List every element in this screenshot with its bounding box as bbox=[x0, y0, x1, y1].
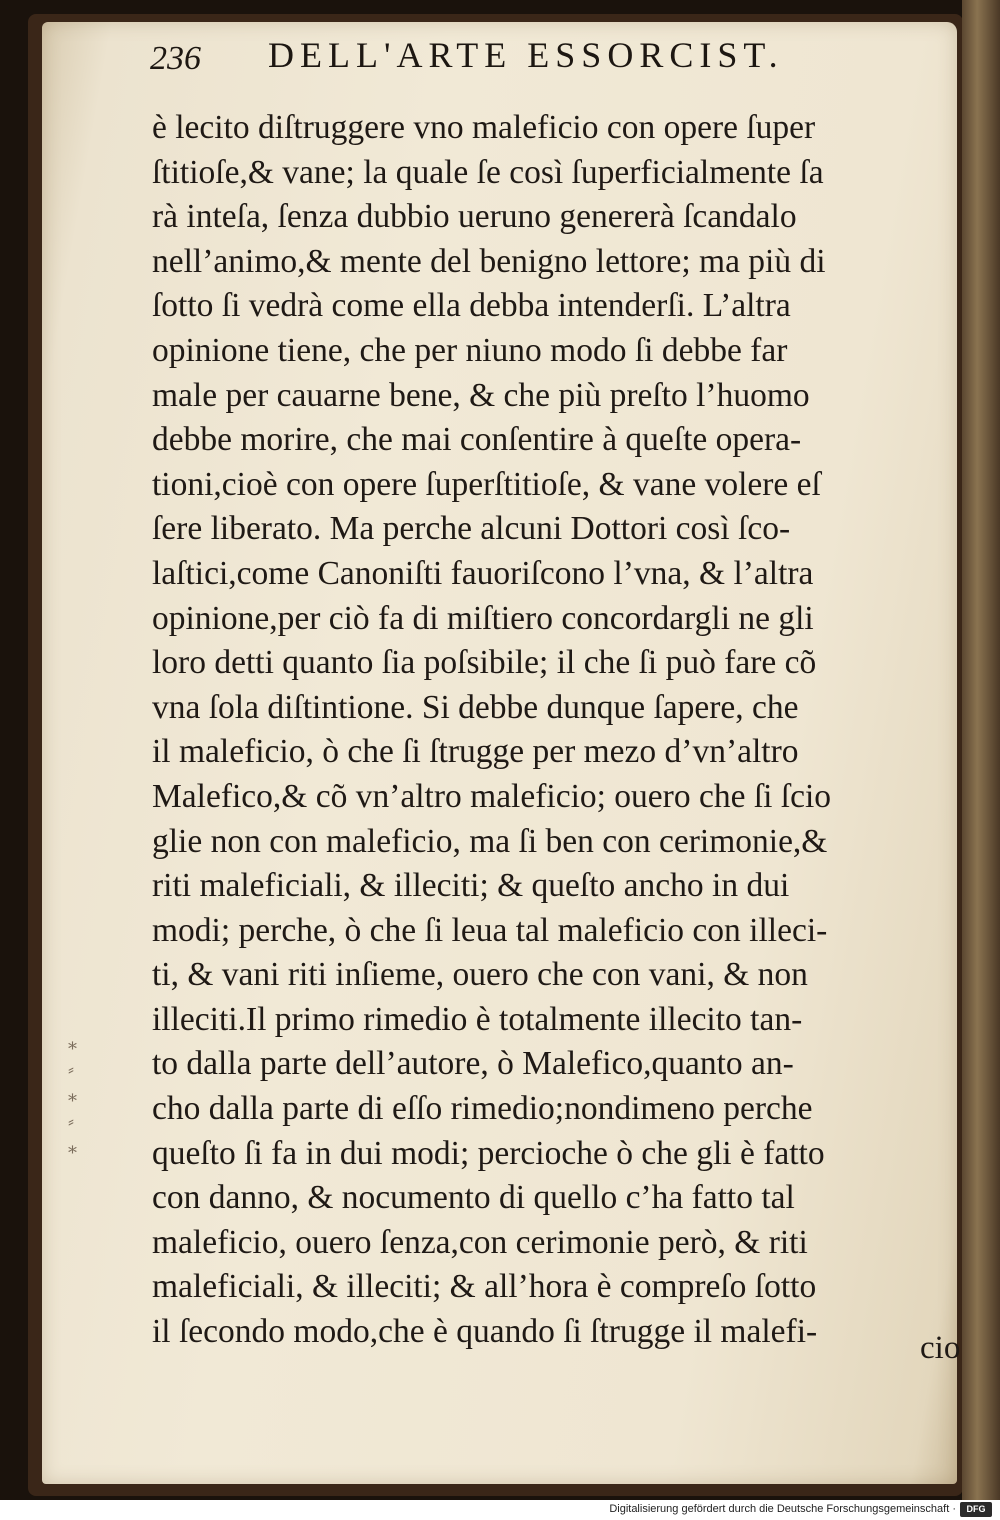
text-line: ti, & vani riti inſieme, ouero che con vani, & non bbox=[152, 956, 808, 994]
text-line: debbe morire, che mai conſentire à queſte opera- bbox=[152, 421, 802, 459]
text-line: il ſecondo modo,che è quando ſi ſtrugge il malefi- bbox=[152, 1313, 818, 1351]
body-text bbox=[152, 106, 952, 1355]
text-line: maleficiali, & illeciti; & all’hora è compreſo ſotto bbox=[152, 1268, 817, 1306]
text-line: opinione tiene, che per niuno modo ſi debbe far bbox=[152, 331, 788, 369]
text-line: tioni,cioè con opere ſuperſtitioſe, & vane volere eſ bbox=[152, 465, 821, 503]
text-line: cho dalla parte di eſſo rimedio;nondimeno perche bbox=[152, 1090, 813, 1128]
text-line: ſtitioſe,& vane; la quale ſe così ſuperficialmente ſa bbox=[152, 153, 824, 191]
running-title: DELL'ARTE ESSORCIST. bbox=[268, 35, 784, 75]
text-line: to dalla parte dell’autore, ò Malefico,quanto an- bbox=[152, 1045, 794, 1083]
catchword: cio bbox=[920, 1330, 961, 1366]
text-line: male per cauarne bene, & che più preſto l’huomo bbox=[152, 376, 810, 414]
page-header bbox=[150, 34, 950, 84]
text-line: è lecito diſtruggere vno maleficio con opere ſuper bbox=[152, 109, 816, 146]
page-edge bbox=[962, 0, 1000, 1500]
text-line: nell’animo,& mente del benigno lettore; ma più di bbox=[152, 242, 826, 280]
text-line: con danno, & nocumento di quello c’ha fatto tal bbox=[152, 1179, 795, 1217]
text-line: maleficio, ouero ſenza,con cerimonie però, & riti bbox=[152, 1223, 808, 1261]
text-line: rà inteſa, ſenza dubbio ueruno genererà ſcandalo bbox=[152, 198, 797, 236]
folio-number: 236 bbox=[150, 40, 201, 77]
funding-credit: Digitalisierung gefördert durch die Deutsche Forschungsgemeinschaft · bbox=[609, 1503, 956, 1515]
text-line: ſotto ſi vedrà come ella debba intenderſi. L’altra bbox=[152, 287, 791, 325]
text-line: loro detti quanto ſia poſsibile; il che ſi può fare cõ bbox=[152, 644, 817, 682]
dfg-logo: DFG bbox=[960, 1502, 992, 1517]
text-line: ſere liberato. Ma perche alcuni Dottori così ſco- bbox=[152, 510, 791, 548]
text-line: il maleficio, ò che ſi ſtrugge per mezo d’vn’altro bbox=[152, 733, 799, 771]
text-line: vna ſola diſtintione. Si debbe dunque ſapere, che bbox=[152, 688, 799, 726]
text-line: modi; perche, ò che ſi leua tal maleficio con illeci- bbox=[152, 911, 828, 949]
text-line: glie non con maleficio, ma ſi ben con cerimonie,& bbox=[152, 822, 828, 860]
text-line: riti maleficiali, & illeciti; & queſto ancho in dui bbox=[152, 867, 790, 905]
footer-bar bbox=[0, 1500, 1000, 1520]
text-line: opinione,per ciò fa di miſtiero concordargli ne gli bbox=[152, 599, 814, 637]
text-line: queſto ſi fa in dui modi; percioche ò che gli è fatto bbox=[152, 1134, 825, 1172]
text-line: Malefico,& cõ vn’altro maleficio; ouero che ſi ſcio bbox=[152, 777, 832, 815]
text-line: laſtici,come Canoniſti fauoriſcono l’vna, & l’altra bbox=[152, 554, 814, 592]
margin-marks: ⁎ ⸗ ⁎ ⸗ ⁎ bbox=[68, 1033, 77, 1157]
text-line: illeciti.Il primo rimedio è totalmente illecito tan- bbox=[152, 1000, 803, 1038]
